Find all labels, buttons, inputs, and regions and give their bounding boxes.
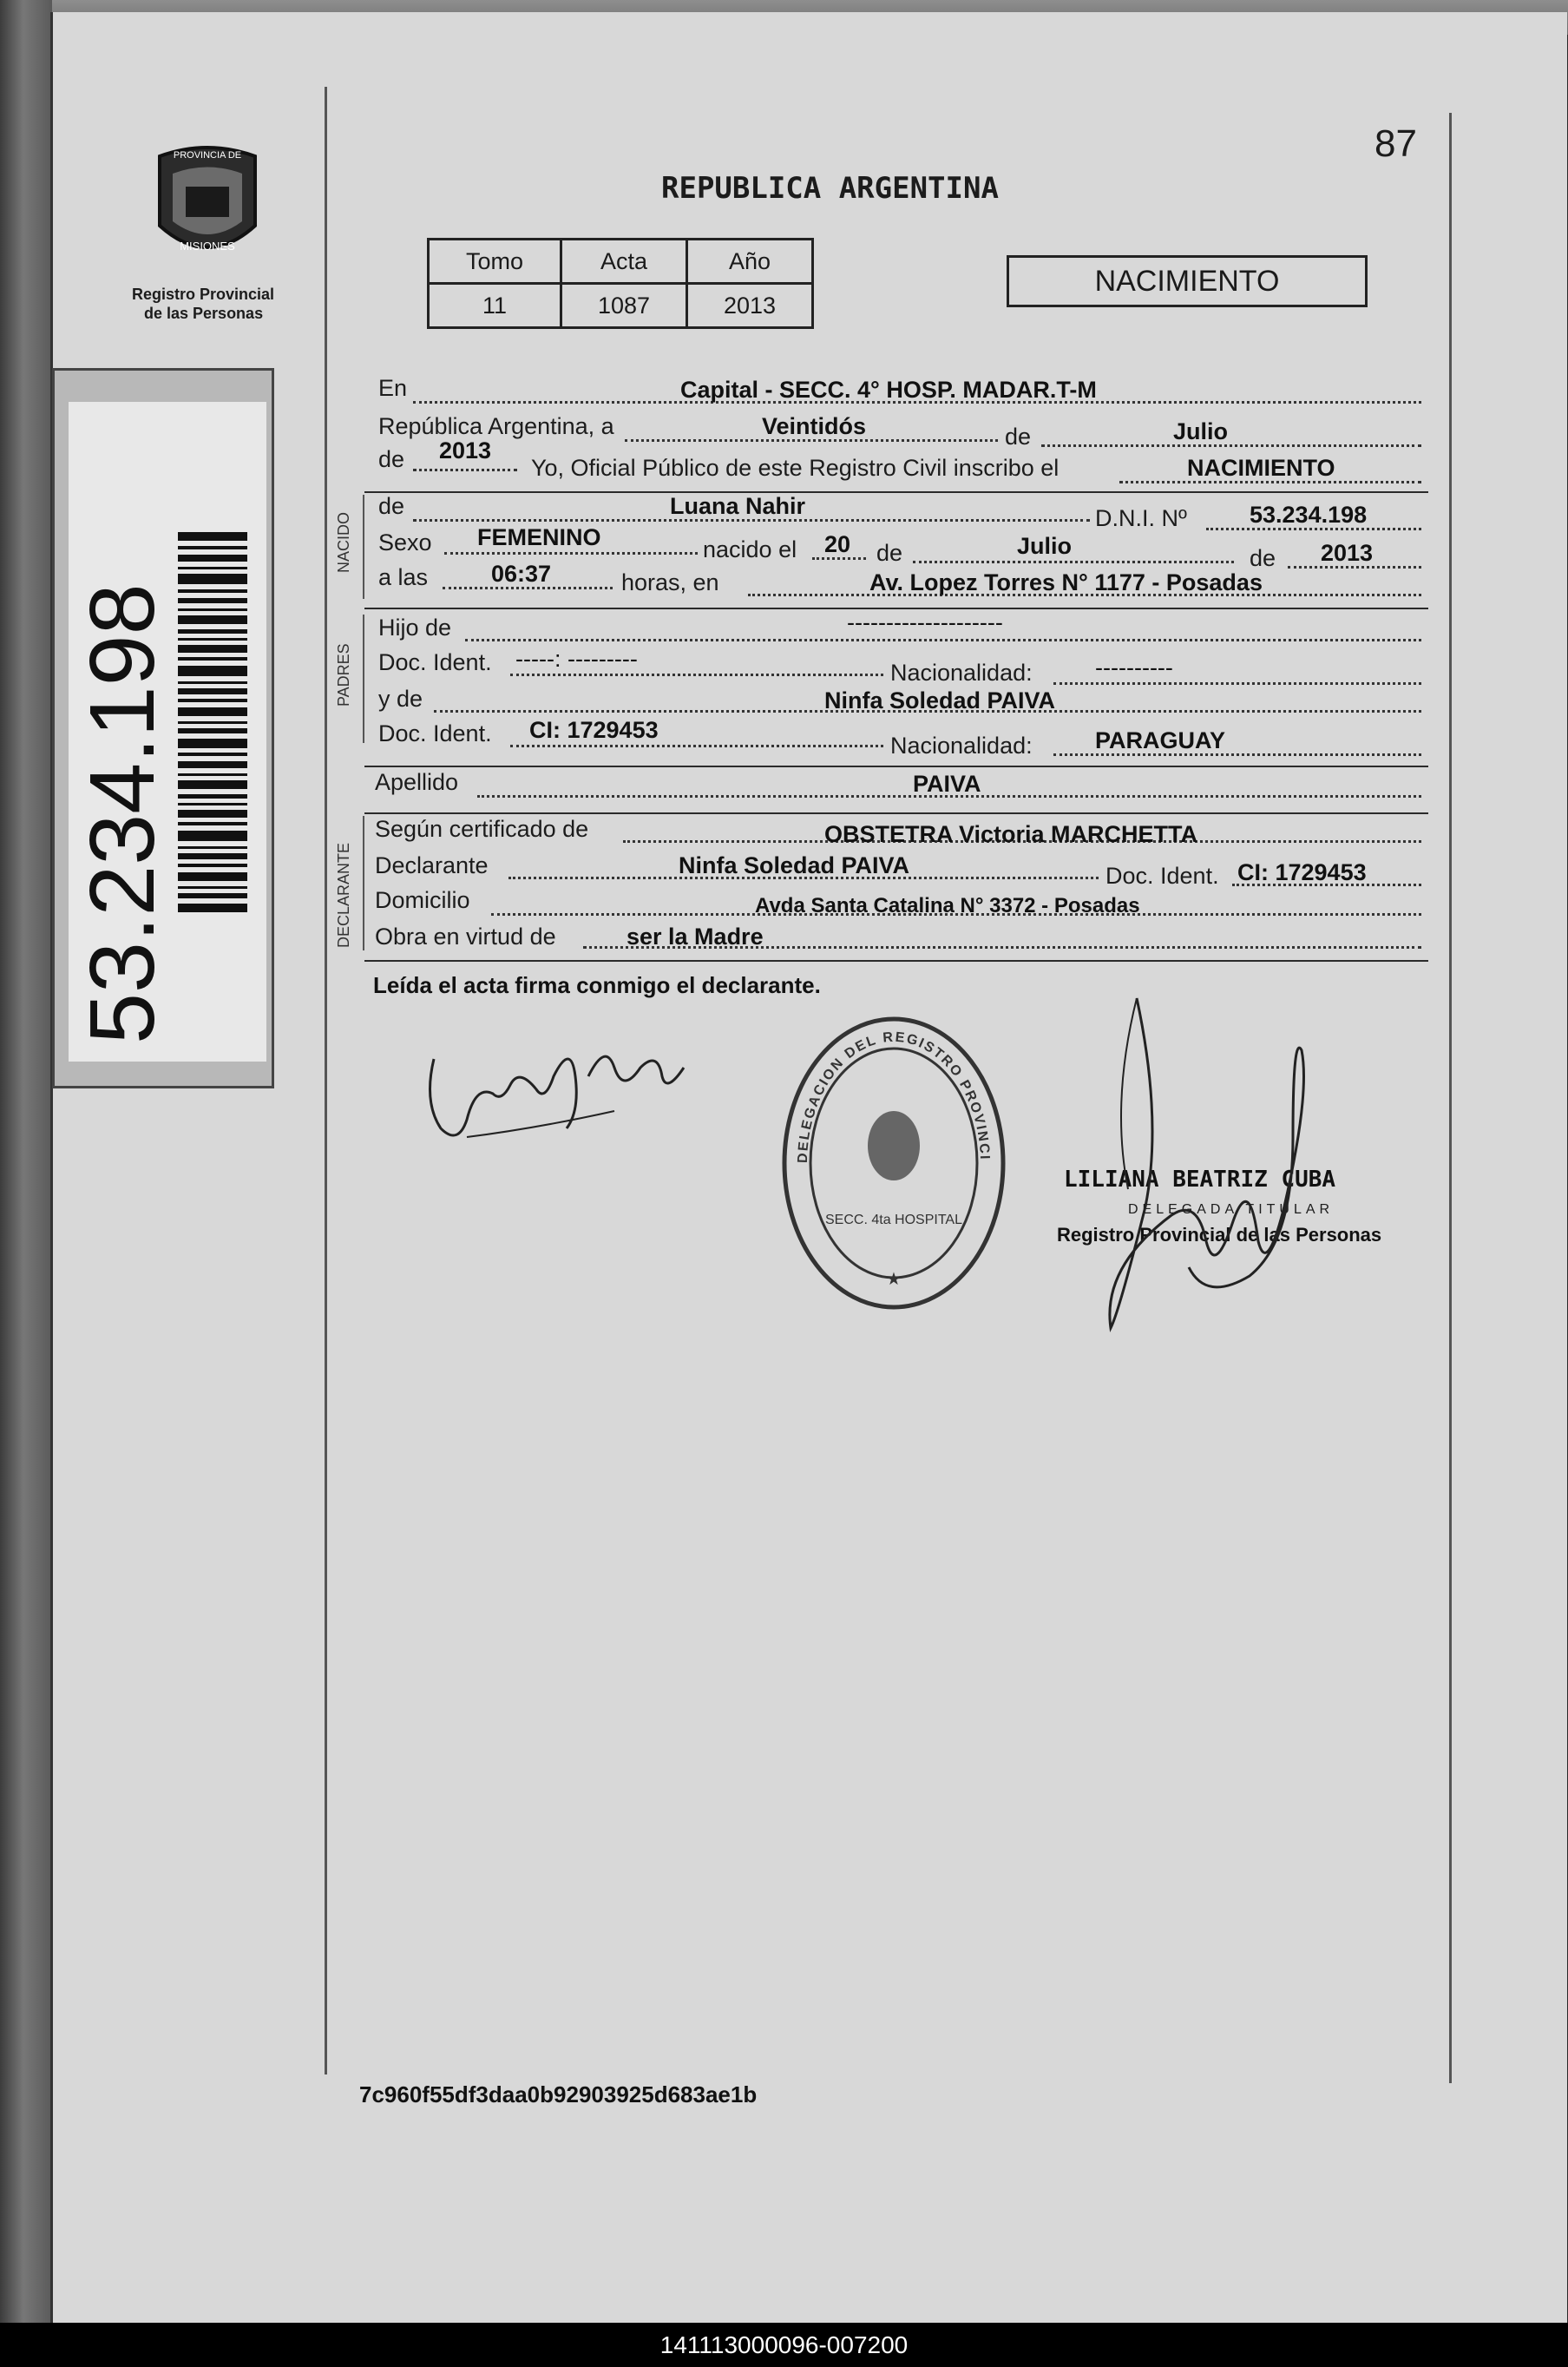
logo-caption-1: Registro Provincial [132, 286, 275, 303]
record-type-box [1007, 255, 1368, 307]
official-org: Registro Provincial de las Personas [1057, 1224, 1382, 1246]
label-de2: de [876, 540, 903, 566]
value-nac-anio: 2013 [1321, 540, 1374, 566]
dots-madre-doc [510, 745, 883, 747]
dots-padre-doc [510, 674, 883, 676]
record-table [427, 238, 814, 329]
dots-madre-nac [1053, 753, 1421, 756]
stamp-inner-text: SECC. 4ta HOSPITAL [825, 1213, 962, 1227]
barcode-bars [178, 532, 247, 914]
dots-dni [1206, 528, 1421, 530]
label-en: En [378, 375, 408, 401]
value-madre: Ninfa Soledad PAIVA [824, 687, 1056, 713]
value-madre-nac: PARAGUAY [1095, 727, 1226, 753]
value-madre-doc: CI: 1729453 [529, 717, 659, 743]
value-lugar-nac: Av. Lopez Torres N° 1177 - Posadas [869, 569, 1263, 595]
label-doc-ident2: Doc. Ident. [378, 720, 492, 746]
document-hash: 7c960f55df3daa0b92903925d683ae1b [359, 2081, 758, 2107]
value-hora: 06:37 [491, 561, 552, 587]
section-divider-declarante [363, 816, 364, 950]
side-label-padres: PADRES [335, 643, 352, 707]
page-number: 87 [1374, 122, 1417, 165]
dots-nac-mes [913, 561, 1234, 563]
side-label-nacido: NACIDO [335, 511, 352, 573]
value-lugar: Capital - SECC. 4° HOSP. MADAR.T-M [680, 377, 1097, 403]
official-signature [1085, 981, 1345, 1345]
label-hijo-de: Hijo de [378, 615, 452, 641]
barcode-label [52, 368, 274, 1088]
label-de-name: de [378, 493, 405, 519]
svg-text:★: ★ [886, 1268, 902, 1289]
value-domicilio: Avda Santa Catalina N° 3372 - Posadas [755, 894, 1140, 917]
dots-dia [625, 439, 998, 442]
dots-hora [443, 587, 613, 589]
logo-top-text: PROVINCIA DE [173, 150, 242, 161]
label-apellido: Apellido [375, 769, 459, 795]
table-header-tomo: Tomo [429, 240, 561, 284]
section-divider-nacido [363, 495, 364, 599]
value-dia: Veintidós [762, 413, 867, 439]
value-padre-nac: ---------- [1095, 654, 1173, 681]
official-name: LILIANA BEATRIZ CUBA [1064, 1167, 1336, 1193]
label-republica: República Argentina, a [378, 413, 614, 439]
label-de: de [1005, 424, 1032, 450]
book-binding [0, 0, 52, 2326]
label-sexo: Sexo [378, 529, 432, 556]
dots-nac-anio [1288, 566, 1421, 569]
label-nacido-el: nacido el [703, 536, 797, 562]
value-tipo: NACIMIENTO [1187, 455, 1335, 481]
value-nac-mes: Julio [1017, 533, 1073, 559]
value-declarante-doc: CI: 1729453 [1237, 859, 1367, 885]
table-value-acta: 1087 [561, 284, 687, 328]
table-header-anio: Año [687, 240, 813, 284]
value-hijo-de: -------------------- [847, 609, 1003, 635]
value-sexo: FEMENINO [477, 524, 601, 550]
label-dni: D.N.I. Nº [1095, 505, 1187, 531]
table-value-anio: 2013 [687, 284, 813, 328]
section-divider-padres [363, 615, 364, 743]
label-de3: de [1250, 545, 1276, 571]
closing-statement: Leída el acta firma conmigo el declarante. [373, 972, 821, 998]
dots-nac-dia [812, 557, 866, 560]
rule-1 [364, 491, 1428, 493]
value-certificado: OBSTETRA Victoria MARCHETTA [824, 821, 1198, 847]
value-nombre: Luana Nahir [670, 493, 806, 519]
stamp-outer-text: DELEGACION DEL REGISTRO PROVINCI [795, 1029, 993, 1164]
dots-nombre [413, 519, 1090, 522]
label-de-year: de [378, 446, 405, 472]
declarant-signature [363, 1016, 692, 1154]
rule-3 [364, 766, 1428, 767]
value-obra: ser la Madre [627, 924, 764, 950]
province-logo [142, 139, 272, 278]
logo-bottom-text: MISIONES [180, 240, 235, 253]
table-header-acta: Acta [561, 240, 687, 284]
dots-sexo [444, 552, 698, 555]
label-declarante: Declarante [375, 852, 489, 878]
scan-footer-id: 141113000096-007200 [0, 2323, 1568, 2367]
value-mes: Julio [1173, 418, 1229, 444]
label-horas-en: horas, en [621, 569, 719, 595]
label-nacionalidad: Nacionalidad: [890, 660, 1033, 686]
value-apellido: PAIVA [913, 771, 981, 797]
right-margin-line [1449, 113, 1452, 2083]
dots-hijo-de [465, 639, 1421, 641]
value-declarante: Ninfa Soledad PAIVA [679, 852, 910, 878]
label-nacionalidad2: Nacionalidad: [890, 733, 1033, 759]
rule-4 [364, 812, 1428, 814]
label-segun: Según certificado de [375, 816, 589, 842]
left-margin-line [325, 87, 327, 2074]
value-nac-dia: 20 [824, 531, 851, 557]
logo-caption-2: de las Personas [144, 305, 264, 322]
value-dni: 53.234.198 [1250, 502, 1368, 528]
label-a-las: a las [378, 564, 429, 590]
header-title: REPUBLICA ARGENTINA [661, 171, 999, 206]
value-padre-doc: -----: --------- [515, 646, 638, 672]
label-y-de: y de [378, 686, 423, 712]
dots-mes [1041, 444, 1421, 447]
dots-padre-nac [1053, 682, 1421, 685]
table-value-tomo: 11 [429, 284, 561, 328]
dots-tipo [1119, 481, 1421, 483]
dots-anio [413, 469, 517, 471]
official-role: DELEGADA TITULAR [1128, 1202, 1335, 1217]
label-domicilio: Domicilio [375, 887, 470, 913]
rule-5 [364, 960, 1428, 962]
side-label-declarante: DECLARANTE [335, 842, 352, 948]
label-doc-ident3: Doc. Ident. [1105, 863, 1219, 889]
barcode-number: 53.234.198 [71, 583, 174, 1044]
value-anio: 2013 [439, 437, 492, 464]
label-obra: Obra en virtud de [375, 924, 556, 950]
label-doc-ident: Doc. Ident. [378, 649, 492, 675]
official-stamp [772, 1007, 1015, 1319]
label-yo-oficial: Yo, Oficial Público de este Registro Civil inscribo el [531, 455, 1060, 481]
record-type: NACIMIENTO [1094, 265, 1280, 298]
